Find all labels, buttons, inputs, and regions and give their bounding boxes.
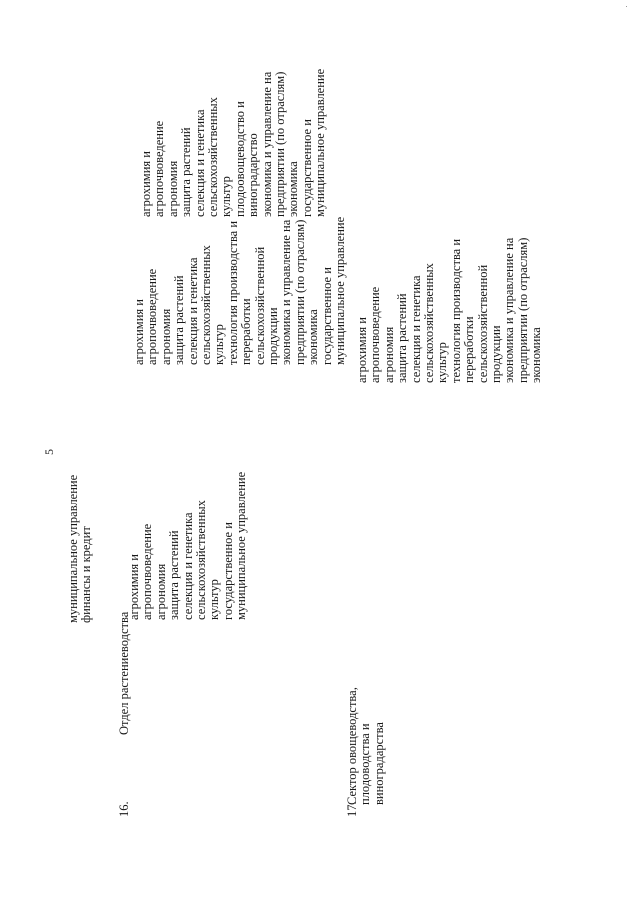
text-line: защита растений	[179, 127, 194, 217]
text-line: сельскохозяйственных	[194, 500, 209, 620]
text-line: переработки	[462, 316, 477, 383]
text-line: экономика	[529, 327, 544, 383]
text-line: предприятии (по отраслям)	[292, 219, 307, 365]
text-line: муниципальное управление	[234, 471, 249, 620]
text-line: муниципальное управление	[66, 474, 80, 623]
text-line: предприятии (по отраслям)	[515, 237, 530, 383]
text-line: государственное и	[319, 267, 334, 365]
text-line: культур	[212, 324, 227, 365]
text-line: агропочвоведение	[145, 268, 160, 365]
text-line: экономика и управление на	[279, 219, 294, 365]
text-line: агрономия	[158, 308, 173, 365]
text-line: виноградарство	[246, 133, 261, 217]
text-line: агропочвоведение	[368, 286, 383, 383]
text-line: технология производства и	[225, 220, 240, 365]
text-line: виноградарства	[371, 722, 386, 805]
text-line: сельскохозяйственных	[199, 245, 214, 365]
text-line: селекция и генетика	[180, 512, 195, 620]
text-line: защита растений	[395, 293, 410, 383]
text-line: культур	[207, 579, 222, 620]
text-line: переработки	[239, 298, 254, 365]
text-line: сельскохозяйственных	[422, 263, 437, 383]
text-line: защита растений	[167, 530, 182, 620]
scan-speck	[626, 6, 627, 7]
text-line: государственное и	[299, 119, 314, 217]
text-line: селекция и генетика	[185, 257, 200, 365]
row-16-col-a	[128, 472, 249, 620]
row-16-col-b	[133, 217, 348, 365]
text-line: экономика	[286, 161, 301, 217]
row-17-number: 17.	[345, 801, 359, 817]
text-line: селекция и генетика	[408, 275, 423, 383]
row-16-name	[118, 612, 131, 735]
text-line: продукции	[266, 307, 281, 365]
text-line: государственное и	[220, 522, 235, 620]
text-line: агрохимия и	[132, 299, 146, 365]
row-17-name	[346, 687, 386, 805]
row-17-col-b	[356, 238, 544, 383]
text-line: агрономия	[165, 160, 180, 217]
row-16-number: 16.	[117, 801, 131, 817]
text-line: агропочвоведение	[140, 523, 155, 620]
text-line: агрономия	[381, 326, 396, 383]
text-line: защита растений	[172, 275, 187, 365]
text-line: предприятии (по отраслям)	[273, 71, 288, 217]
text-line: сельскохозяйственной	[475, 264, 490, 383]
text-line: агропочвоведение	[152, 120, 167, 217]
text-line: технология производства и	[448, 238, 463, 383]
text-line: агрохимия и	[127, 554, 141, 620]
text-line: агрохимия и	[139, 151, 153, 217]
text-line: культур	[435, 342, 450, 383]
text-line: плодоводства и	[358, 723, 373, 805]
text-line: финансы и кредит	[79, 526, 94, 623]
text-line: сельскохозяйственных	[206, 97, 221, 217]
text-line: муниципальное управление	[333, 216, 348, 365]
text-line: Сектор овощеводства,	[345, 687, 359, 805]
text-line: экономика и управление на	[259, 71, 274, 217]
text-line: Отдел растениеводства	[117, 611, 131, 735]
text-line: культур	[219, 176, 234, 217]
text-line: плодоовощеводство и	[232, 101, 247, 217]
row-15-col-c	[140, 69, 328, 217]
text-line: продукции	[489, 325, 504, 383]
page-number: 5	[42, 449, 56, 455]
text-line: экономика и управление на	[502, 237, 517, 383]
text-line: селекция и генетика	[192, 109, 207, 217]
text-line: агрономия	[153, 563, 168, 620]
text-line: муниципальное управление	[313, 68, 328, 217]
top-continuation-col-a	[67, 475, 94, 623]
text-line: экономика	[306, 309, 321, 365]
text-line: сельскохозяйственной	[252, 246, 267, 365]
text-line: агрохимия и	[355, 317, 369, 383]
